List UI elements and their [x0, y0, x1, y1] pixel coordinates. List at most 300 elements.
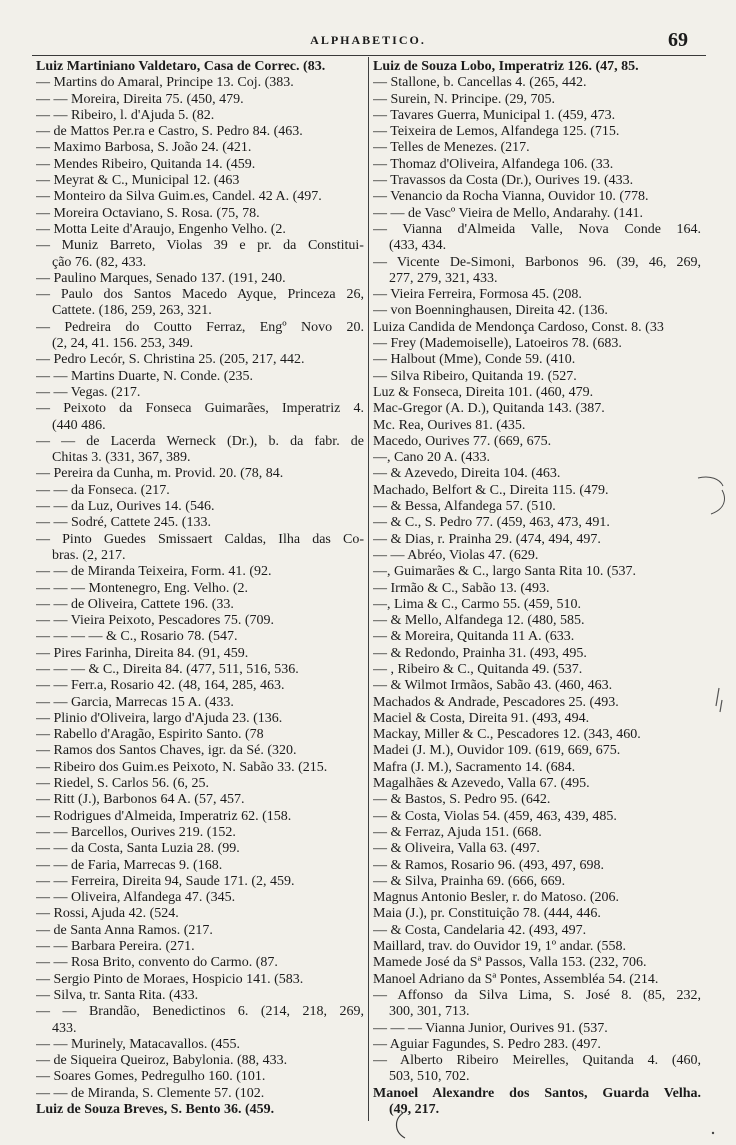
- entry-line: [373, 972, 702, 988]
- directory-entry: [373, 760, 702, 776]
- entry-line: [373, 1086, 702, 1102]
- entry-line: [36, 711, 365, 727]
- directory-entry: [373, 320, 702, 336]
- entry-text: — Monteiro da Silva Guim.es, Candel. 42 A. (497.: [36, 189, 322, 205]
- entry-line: [373, 890, 702, 906]
- directory-entry: [373, 695, 702, 711]
- entry-continuation-line: [373, 271, 702, 287]
- entry-text: — Vieira Ferreira, Formosa 45. (208.: [373, 287, 582, 303]
- directory-entry: [373, 955, 702, 971]
- entry-text: — Surein, N. Principe. (29, 705.: [373, 91, 555, 107]
- directory-entry: [36, 499, 365, 515]
- entry-text: — Silva Ribeiro, Quitanda 19. (527.: [373, 368, 577, 384]
- entry-text: — Vicente De-Simoni, Barbonos 96. (39, 46, 269,: [373, 254, 702, 270]
- entry-text: — — Garcia, Marrecas 15 A. (433.: [36, 694, 234, 710]
- entry-text: Luiz de Souza Lobo, Imperatriz 126. (47, 85.: [373, 59, 639, 74]
- header-rule: [32, 55, 706, 56]
- entry-text: — — Sodré, Cattete 245. (133.: [36, 515, 211, 531]
- directory-entry: [36, 988, 365, 1004]
- entry-text: — Sergio Pinto de Moraes, Hospicio 141. (583.: [36, 971, 304, 987]
- directory-entry: [373, 401, 702, 417]
- entry-line: [373, 858, 702, 874]
- entry-line: [373, 581, 702, 597]
- entry-line: [373, 955, 702, 971]
- entry-line: [373, 1053, 702, 1069]
- entry-text: — & Azevedo, Direita 104. (463.: [373, 466, 561, 482]
- entry-line: [36, 271, 365, 287]
- entry-text: — Paulino Marques, Senado 137. (191, 240.: [36, 270, 286, 286]
- directory-entry: [36, 140, 365, 156]
- entry-continuation-line: [36, 336, 365, 352]
- directory-entry: [36, 532, 365, 565]
- directory-entry: [36, 124, 365, 140]
- entry-text: — , Ribeiro & C., Quitanda 49. (537.: [373, 661, 583, 677]
- entry-text: — — Moreira, Direita 75. (450, 479.: [36, 91, 244, 107]
- directory-entry: [36, 173, 365, 189]
- entry-line: [36, 515, 365, 531]
- entry-text: — Rossi, Ajuda 42. (524.: [36, 906, 179, 922]
- entry-continuation-line: [36, 418, 365, 434]
- directory-entry: [36, 1004, 365, 1037]
- entry-line: [373, 597, 702, 613]
- entry-text: — — Ferreira, Direita 94, Saude 171. (2, 459.: [36, 873, 295, 889]
- entry-line: [373, 336, 702, 352]
- directory-entry: [373, 825, 702, 841]
- directory-entry: [373, 629, 702, 645]
- entry-line: [36, 108, 365, 124]
- entry-text: — & Dias, r. Prainha 29. (474, 494, 497.: [373, 531, 601, 547]
- entry-line: [373, 303, 702, 319]
- entry-line: [36, 206, 365, 222]
- entry-line: [373, 874, 702, 890]
- entry-line: [36, 955, 365, 971]
- directory-entry: [373, 287, 702, 303]
- entry-text: (49, 217.: [389, 1102, 440, 1117]
- entry-text: — Stallone, b. Cancellas 4. (265, 442.: [373, 75, 587, 91]
- entry-text: — & Redondo, Prainha 31. (493, 495.: [373, 645, 587, 661]
- entry-text: Luiza Candida de Mendonça Cardoso, Const. 8. (33: [373, 319, 664, 335]
- directory-entry: [373, 646, 702, 662]
- entry-line: [373, 743, 702, 759]
- entry-text: Madei (J. M.), Ouvidor 109. (619, 669, 675.: [373, 743, 621, 759]
- directory-entry: [36, 466, 365, 482]
- directory-entry: [373, 613, 702, 629]
- directory-entry: [36, 906, 365, 922]
- entry-text: — Silva, tr. Santa Rita. (433.: [36, 987, 199, 1003]
- entry-text: — Peixoto da Fonseca Guimarães, Imperatriz 4.: [36, 401, 365, 417]
- entry-line: [373, 499, 702, 515]
- directory-entry: [36, 581, 365, 597]
- directory-entry: [36, 597, 365, 613]
- directory-entry: [36, 890, 365, 906]
- directory-entry: [373, 140, 702, 156]
- entry-text: 277, 279, 321, 433.: [389, 270, 498, 286]
- entry-text: — Rodrigues d'Almeida, Imperatriz 62. (158.: [36, 808, 292, 824]
- directory-entry: [373, 352, 702, 368]
- entry-line: [36, 776, 365, 792]
- entry-text: ção 76. (82, 433.: [52, 254, 147, 270]
- entry-text: — — Brandão, Benedictinos 6. (214, 218, 269,: [36, 1004, 364, 1020]
- entry-line: [36, 385, 365, 401]
- directory-entry: [373, 466, 702, 482]
- entry-line: [373, 939, 702, 955]
- directory-entry: [36, 1037, 365, 1053]
- entry-text: Maillard, trav. do Ouvidor 19, 1º andar. (558.: [373, 939, 627, 955]
- entry-line: [36, 1086, 365, 1102]
- directory-entry: [36, 483, 365, 499]
- entry-line: [36, 466, 365, 482]
- directory-entry: [373, 75, 702, 91]
- entry-text: — Vianna d'Almeida Valle, Nova Conde 164.: [373, 221, 701, 237]
- entry-line: [373, 825, 702, 841]
- entry-continuation-line: [373, 238, 702, 254]
- entry-text: — & Silva, Prainha 69. (666, 669.: [373, 873, 566, 889]
- entry-line: [36, 809, 365, 825]
- entry-text: — Telles de Menezes. (217.: [373, 140, 530, 156]
- entry-text: — — — — & C., Rosario 78. (547.: [36, 629, 238, 645]
- entry-text: — Venancio da Rocha Vianna, Ouvidor 10. (778.: [373, 189, 649, 205]
- entry-line: [373, 173, 702, 189]
- directory-entry: [36, 287, 365, 320]
- entry-line: [36, 695, 365, 711]
- entry-text: — — Abréo, Violas 47. (629.: [373, 547, 539, 563]
- directory-entry: [373, 303, 702, 319]
- entry-line: [36, 369, 365, 385]
- entry-text: — Mendes Ribeiro, Quitanda 14. (459.: [36, 156, 256, 172]
- entry-continuation-line: [373, 1004, 702, 1020]
- page-number: 69: [668, 29, 688, 51]
- directory-entry: [36, 646, 365, 662]
- entry-continuation-line: [36, 303, 365, 319]
- directory-entry: [36, 972, 365, 988]
- entry-text: — Affonso da Silva Lima, S. José 8. (85, 232,: [373, 987, 701, 1003]
- entry-line: [373, 108, 702, 124]
- entry-line: [36, 662, 365, 678]
- directory-entry: [373, 890, 702, 906]
- entry-text: — Teixeira de Lemos, Alfandega 125. (715.: [373, 124, 620, 140]
- entry-text: Magalhães & Azevedo, Valla 67. (495.: [373, 776, 590, 792]
- entry-line: [36, 401, 365, 417]
- entry-text: Luz & Fonseca, Direita 101. (460, 479.: [373, 384, 594, 400]
- entry-text: — Pereira da Cunha, m. Provid. 20. (78, 84.: [36, 466, 284, 482]
- entry-line: [373, 678, 702, 694]
- entry-text: (433, 434.: [389, 238, 447, 254]
- entry-line: [36, 564, 365, 580]
- entry-text: — — Oliveira, Alfandega 47. (345.: [36, 890, 236, 906]
- directory-entry: [373, 108, 702, 124]
- entry-text: — — Murinely, Matacavallos. (455.: [36, 1036, 240, 1052]
- directory-entry: [373, 418, 702, 434]
- entry-line: [36, 988, 365, 1004]
- entry-line: [36, 1102, 365, 1118]
- directory-entry: [373, 499, 702, 515]
- entry-text: — — Barbara Pereira. (271.: [36, 939, 195, 955]
- entry-line: [36, 760, 365, 776]
- entry-line: [36, 906, 365, 922]
- entry-line: [36, 972, 365, 988]
- entry-line: [373, 287, 702, 303]
- directory-entry: [373, 776, 702, 792]
- directory-entry: [373, 678, 702, 694]
- directory-entry: [373, 124, 702, 140]
- entry-text: — & Ramos, Rosario 96. (493, 497, 698.: [373, 857, 604, 873]
- directory-entry: [373, 157, 702, 173]
- entry-text: — Soares Gomes, Pedregulho 160. (101.: [36, 1069, 266, 1085]
- entry-line: [373, 695, 702, 711]
- entry-text: — Halbout (Mme), Conde 59. (410.: [373, 352, 576, 368]
- entry-text: — Tavares Guerra, Municipal 1. (459, 473.: [373, 107, 616, 123]
- entry-line: [36, 825, 365, 841]
- entry-line: [373, 189, 702, 205]
- entry-text: — — da Costa, Santa Luzia 28. (99.: [36, 841, 240, 857]
- entry-text: (2, 24, 41. 156. 253, 349.: [52, 336, 194, 352]
- directory-entry: [36, 108, 365, 124]
- entry-text: —, Cano 20 A. (433.: [373, 450, 491, 466]
- entry-continuation-line: [373, 1102, 702, 1118]
- entry-line: [36, 140, 365, 156]
- entry-line: [36, 597, 365, 613]
- entry-line: [36, 238, 365, 254]
- directory-entry: [373, 874, 702, 890]
- directory-entry: [373, 548, 702, 564]
- entry-line: [373, 450, 702, 466]
- entry-text: — & Mello, Alfandega 12. (480, 585.: [373, 613, 585, 629]
- entry-line: [373, 711, 702, 727]
- entry-line: [36, 434, 365, 450]
- entry-line: [373, 59, 702, 75]
- entry-line: [36, 646, 365, 662]
- entry-line: [36, 124, 365, 140]
- directory-entry: [36, 320, 365, 353]
- entry-text: — — Rosa Brito, convento do Carmo. (87.: [36, 955, 278, 971]
- entry-line: [36, 1053, 365, 1069]
- entry-line: [36, 923, 365, 939]
- entry-line: [36, 1069, 365, 1085]
- entry-line: [36, 222, 365, 238]
- entry-line: [36, 75, 365, 91]
- entry-text: — — Ferr.a, Rosario 42. (48, 164, 285, 463.: [36, 678, 285, 694]
- entry-line: [36, 483, 365, 499]
- entry-text: — Aguiar Fagundes, S. Pedro 283. (497.: [373, 1036, 601, 1052]
- entry-text: — Ramos dos Santos Chaves, igr. da Sé. (320.: [36, 743, 297, 759]
- entry-line: [373, 1037, 702, 1053]
- entry-text: — — de Faria, Marrecas 9. (168.: [36, 857, 223, 873]
- entry-line: [36, 189, 365, 205]
- entry-line: [373, 92, 702, 108]
- directory-entry: [373, 792, 702, 808]
- entry-line: [373, 1021, 702, 1037]
- directory-entry: [373, 92, 702, 108]
- directory-entry: [36, 955, 365, 971]
- directory-entry: [373, 532, 702, 548]
- directory-entry: [36, 238, 365, 271]
- entry-continuation-line: [36, 450, 365, 466]
- entry-line: [373, 776, 702, 792]
- directory-entry: [373, 1037, 702, 1053]
- entry-text: — & Bastos, S. Pedro 95. (642.: [373, 792, 551, 808]
- entry-line: [36, 1037, 365, 1053]
- directory-entry: [373, 336, 702, 352]
- entry-line: [36, 613, 365, 629]
- entry-line: [373, 140, 702, 156]
- entry-continuation-line: [36, 548, 365, 564]
- directory-entry: [373, 255, 702, 288]
- directory-entry: [373, 483, 702, 499]
- entry-line: [373, 320, 702, 336]
- directory-entry: [36, 92, 365, 108]
- entry-line: [373, 906, 702, 922]
- directory-entry: [36, 662, 365, 678]
- right-column: [373, 59, 702, 1118]
- entry-line: [36, 173, 365, 189]
- entry-line: [36, 287, 365, 303]
- directory-entry: [373, 972, 702, 988]
- pencil-bracket-mark: [711, 490, 724, 514]
- directory-entry: [373, 727, 702, 743]
- entry-text: Luiz de Souza Breves, S. Bento 36. (459.: [36, 1102, 275, 1117]
- directory-entry: [373, 369, 702, 385]
- directory-entry: [373, 1021, 702, 1037]
- directory-entry: [373, 59, 702, 75]
- entry-line: [373, 564, 702, 580]
- directory-entry: [36, 401, 365, 434]
- directory-entry: [36, 809, 365, 825]
- entry-line: [373, 418, 702, 434]
- entry-text: — — de Miranda Teixeira, Form. 41. (92.: [36, 564, 272, 580]
- entry-text: — Paulo dos Santos Macedo Ayque, Princeza 26,: [36, 287, 364, 303]
- entry-line: [36, 727, 365, 743]
- directory-entry: [373, 564, 702, 580]
- directory-entry: [36, 613, 365, 629]
- directory-entry: [373, 385, 702, 401]
- entry-text: — & Ferraz, Ajuda 151. (668.: [373, 824, 542, 840]
- entry-line: [373, 662, 702, 678]
- directory-entry: [36, 858, 365, 874]
- entry-text: — Riedel, S. Carlos 56. (6, 25.: [36, 776, 210, 792]
- directory-entry: [36, 923, 365, 939]
- directory-entry: [36, 1102, 365, 1118]
- entry-line: [373, 385, 702, 401]
- entry-line: [36, 1004, 365, 1020]
- entry-line: [373, 255, 702, 271]
- directory-entry: [373, 1086, 702, 1119]
- entry-text: — Rabello d'Aragão, Espirito Santo. (78: [36, 727, 264, 743]
- directory-entry: [36, 939, 365, 955]
- entry-text: bras. (2, 217.: [52, 547, 126, 563]
- entry-text: — Martins do Amaral, Principe 13. Coj. (383.: [36, 75, 294, 91]
- entry-text: — & Moreira, Quitanda 11 A. (633.: [373, 629, 575, 645]
- entry-text: Maia (J.), pr. Constituição 78. (444, 446.: [373, 906, 601, 922]
- entry-line: [36, 841, 365, 857]
- entry-text: — — de Lacerda Werneck (Dr.), b. da fabr. de: [36, 433, 365, 449]
- entry-text: — de Siqueira Queiroz, Babylonia. (88, 433.: [36, 1053, 288, 1069]
- directory-entry: [373, 906, 702, 922]
- entry-line: [373, 923, 702, 939]
- entry-text: — — de Vascº Vieira de Mello, Andarahy. (141.: [373, 205, 643, 221]
- entry-text: — — da Luz, Ourives 14. (546.: [36, 499, 215, 515]
- entry-text: — — Vieira Peixoto, Pescadores 75. (709.: [36, 613, 275, 629]
- entry-text: — & Bessa, Alfandega 57. (510.: [373, 499, 556, 515]
- directory-entry: [36, 385, 365, 401]
- entry-text: — Muniz Barreto, Violas 39 e pr. da Constitui-: [36, 238, 364, 254]
- entry-line: [373, 646, 702, 662]
- entry-text: — Ritt (J.), Barbonos 64 A. (57, 457.: [36, 792, 245, 808]
- entry-text: —, Lima & C., Carmo 55. (459, 510.: [373, 596, 582, 612]
- directory-entry: [36, 825, 365, 841]
- entry-text: — Moreira Octaviano, S. Rosa. (75, 78.: [36, 205, 260, 221]
- directory-entry: [373, 841, 702, 857]
- entry-text: — Travassos da Costa (Dr.), Ourives 19. (433.: [373, 173, 634, 189]
- directory-entry: [36, 1069, 365, 1085]
- entry-text: — Irmão & C., Sabão 13. (493.: [373, 580, 550, 596]
- entry-text: — Maximo Barbosa, S. João 24. (421.: [36, 140, 252, 156]
- directory-entry: [36, 874, 365, 890]
- directory-entry: [373, 222, 702, 255]
- directory-entry: [373, 809, 702, 825]
- entry-text: — — de Miranda, S. Clemente 57. (102.: [36, 1085, 265, 1101]
- entry-text: — — — Vianna Junior, Ourives 91. (537.: [373, 1020, 608, 1036]
- entry-line: [36, 874, 365, 890]
- directory-entry: [373, 597, 702, 613]
- running-header-title: ALPHABETICO.: [310, 33, 426, 47]
- entry-text: Manoel Adriano da Sª Pontes, Assembléa 54. (214.: [373, 971, 659, 987]
- entry-line: [373, 532, 702, 548]
- entry-text: — & Costa, Candelaria 42. (493, 497.: [373, 922, 587, 938]
- entry-text: Mackay, Miller & C., Pescadores 12. (343, 460.: [373, 727, 641, 743]
- directory-entry: [373, 662, 702, 678]
- entry-text: Mc. Rea, Ourives 81. (435.: [373, 417, 526, 433]
- left-column: [36, 59, 365, 1118]
- entry-text: — Alberto Ribeiro Meirelles, Quitanda 4. (460,: [373, 1053, 702, 1069]
- entry-text: — Ribeiro dos Guim.es Peixoto, N. Sabão 33. (215.: [36, 759, 328, 775]
- entry-line: [373, 629, 702, 645]
- directory-entry: [36, 678, 365, 694]
- directory-entry: [36, 841, 365, 857]
- entry-text: Mac-Gregor (A. D.), Quitanda 143. (387.: [373, 401, 605, 417]
- entry-text: Cattete. (186, 259, 263, 321.: [52, 303, 212, 319]
- entry-text: — & C., S. Pedro 77. (459, 463, 473, 491.: [373, 515, 610, 531]
- directory-entry: [373, 515, 702, 531]
- entry-text: Mafra (J. M.), Sacramento 14. (684.: [373, 759, 576, 775]
- entry-continuation-line: [36, 255, 365, 271]
- entry-line: [36, 858, 365, 874]
- entry-line: [36, 92, 365, 108]
- entry-text: — de Mattos Per.ra e Castro, S. Pedro 84. (463.: [36, 124, 303, 140]
- entry-text: Magnus Antonio Besler, r. do Matoso. (206.: [373, 890, 619, 906]
- entry-line: [373, 483, 702, 499]
- entry-text: Chitas 3. (331, 367, 389.: [52, 450, 191, 466]
- directory-entry: [36, 206, 365, 222]
- entry-line: [373, 515, 702, 531]
- ink-speck: [712, 1132, 714, 1134]
- directory-entry: [373, 206, 702, 222]
- entry-text: — de Santa Anna Ramos. (217.: [36, 922, 213, 938]
- entry-continuation-line: [36, 1021, 365, 1037]
- directory-entry: [36, 760, 365, 776]
- entry-line: [36, 743, 365, 759]
- entry-text: Maciel & Costa, Direita 91. (493, 494.: [373, 710, 590, 726]
- entry-line: [373, 760, 702, 776]
- entry-text: — — — & C., Direita 84. (477, 511, 516, 536.: [36, 661, 299, 677]
- entry-line: [373, 352, 702, 368]
- entry-text: Luiz Martiniano Valdetaro, Casa de Correc. (83.: [36, 59, 326, 74]
- entry-line: [373, 466, 702, 482]
- entry-line: [36, 629, 365, 645]
- entry-text: — Motta Leite d'Araujo, Engenho Velho. (2.: [36, 221, 286, 237]
- entry-line: [36, 792, 365, 808]
- entry-line: [373, 124, 702, 140]
- entry-line: [36, 157, 365, 173]
